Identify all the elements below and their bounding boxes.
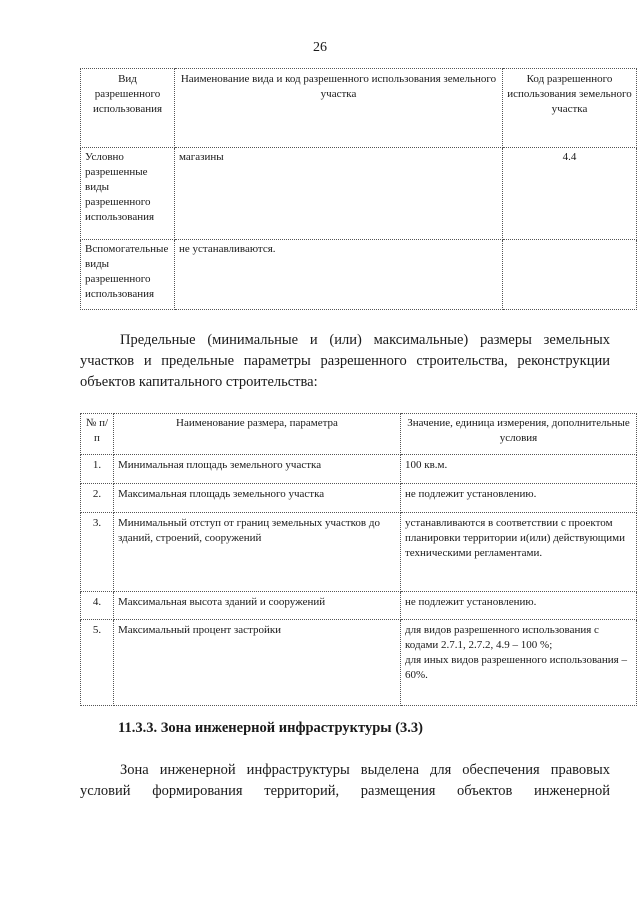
- parameter-name-cell: Минимальная площадь земельного участка: [114, 455, 401, 484]
- parameter-value-cell: для видов разрешенного использования с кодами 2.7.1, 2.7.2, 4.9 – 100 %; для иных видов разрешенного использования – 60%.: [401, 620, 637, 706]
- use-name-cell: не устанавливаются.: [175, 240, 503, 310]
- parameters-table: [80, 413, 637, 706]
- parameters-intro-paragraph: Предельные (минимальные и (или) максимальные) размеры земельных участков и предельные параметры разрешенного строительства, реконструкции объектов капитального строительства:: [80, 332, 610, 390]
- table-row: [81, 592, 637, 620]
- use-type-cell: Условно разрешенные виды разрешенного использования: [81, 148, 175, 240]
- zone-description-paragraph: Зона инженерной инфраструктуры выделена для обеспечения правовых условий формирования территорий, размещения объектов инженерной: [80, 762, 610, 799]
- table-row: [81, 455, 637, 484]
- parameter-name-cell: Максимальная площадь земельного участка: [114, 484, 401, 513]
- table-row: [81, 240, 637, 310]
- table-row: [81, 148, 637, 240]
- table-row: [81, 620, 637, 706]
- use-code-cell: [503, 240, 637, 310]
- page-number: 26: [313, 40, 327, 55]
- parameter-name-cell: Минимальный отступ от границ земельных участков до зданий, строений, сооружений: [114, 513, 401, 592]
- row-number-cell: 2.: [81, 484, 114, 513]
- header-use-code: Код разрешенного использования земельного участка: [503, 69, 637, 148]
- section-heading: 11.3.3. Зона инженерной инфраструктуры (3.3): [118, 720, 423, 736]
- use-type-cell: Вспомогательные виды разрешенного использования: [81, 240, 175, 310]
- parameter-value-cell: 100 кв.м.: [401, 455, 637, 484]
- table-row: [81, 513, 637, 592]
- use-name-cell: магазины: [175, 148, 503, 240]
- header-number: № п/п: [81, 414, 114, 455]
- parameter-name-cell: Максимальная высота зданий и сооружений: [114, 592, 401, 620]
- table-header-row: [81, 414, 637, 455]
- parameter-value-cell: не подлежит установлению.: [401, 484, 637, 513]
- parameter-value-cell: устанавливаются в соответствии с проектом планировки территории и(или) действующими техническими регламентами.: [401, 513, 637, 592]
- table-header-row: [81, 69, 637, 148]
- parameter-value-cell: не подлежит установлению.: [401, 592, 637, 620]
- row-number-cell: 1.: [81, 455, 114, 484]
- row-number-cell: 4.: [81, 592, 114, 620]
- row-number-cell: 3.: [81, 513, 114, 592]
- parameter-name-cell: Максимальный процент застройки: [114, 620, 401, 706]
- table-row: [81, 484, 637, 513]
- row-number-cell: 5.: [81, 620, 114, 706]
- header-use-name: Наименование вида и код разрешенного использования земельного участка: [175, 69, 503, 148]
- permitted-use-table: [80, 68, 637, 310]
- header-parameter-name: Наименование размера, параметра: [114, 414, 401, 455]
- header-parameter-value: Значение, единица измерения, дополнительные условия: [401, 414, 637, 455]
- header-use-type: Вид разрешенного использования: [81, 69, 175, 148]
- use-code-cell: 4.4: [503, 148, 637, 240]
